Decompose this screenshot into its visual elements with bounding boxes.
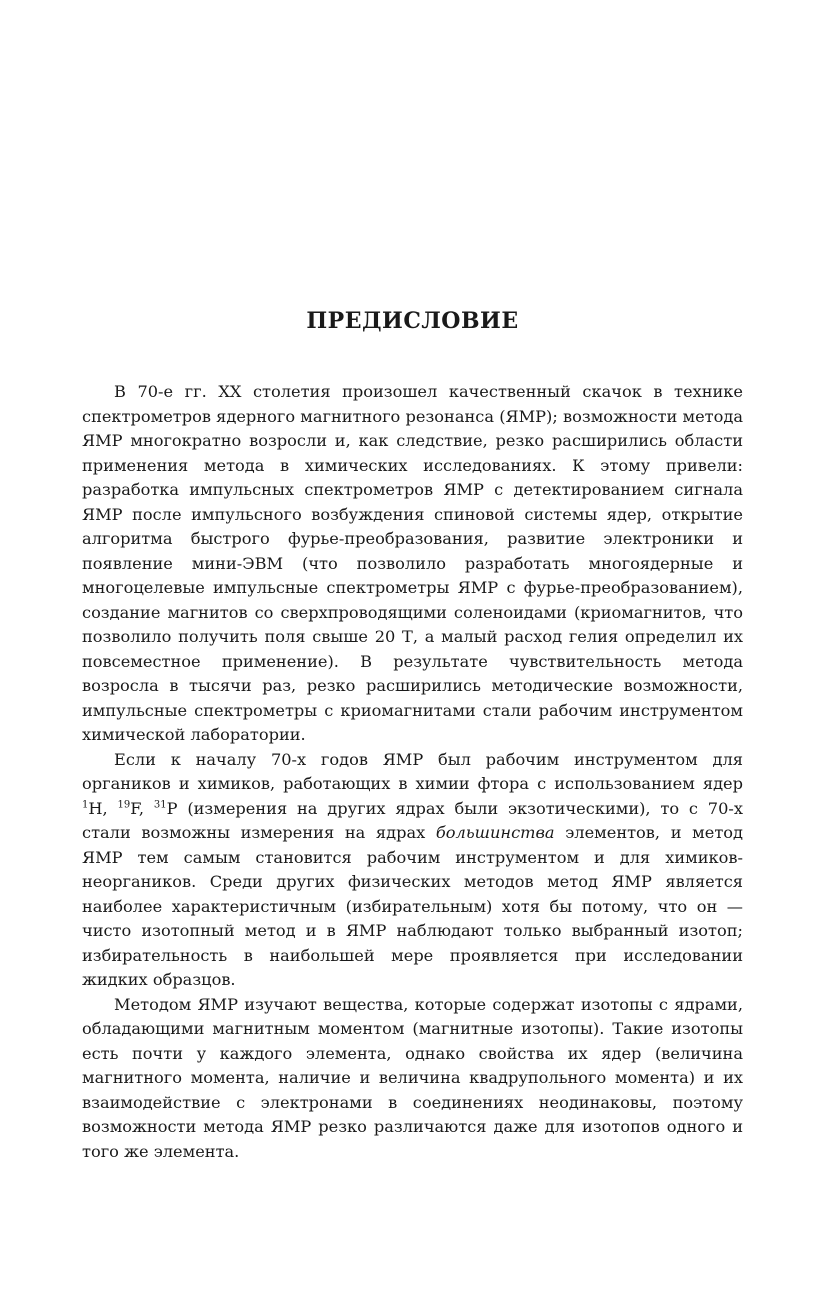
paragraph-2-part-2: (измерения на других ядрах были экзотическими), то с 70-х стали возможны измерения на ядрах — [82, 798, 743, 842]
isotope-1-element: H, — [88, 798, 118, 818]
isotope-2-mass: 19 — [117, 799, 131, 811]
paragraph-3: Методом ЯМР изучают вещества, которые содержат изотопы с ядрами, обладающими магнитным моментом (магнитные изотопы). Такие изотопы есть почти у каждого элемента, однако свойства их ядер (величина магнитного момента, наличие и величина квадрупольного момента) и их взаимодействие с электронами в соединениях неодинаковы, поэтому возможности метода ЯМР резко различаются даже для изотопов одного и того же элемента. — [82, 994, 743, 1161]
paragraph-2-part-1: Если к началу 70-х годов ЯМР был рабочим инструментом для органиков и химиков, работающих в химии фтора с использованием ядер — [82, 749, 743, 793]
isotope-3-element: P — [166, 798, 178, 818]
page-title: ПРЕДИСЛОВИЕ — [306, 308, 519, 334]
isotope-2-element: F, — [130, 798, 154, 818]
paragraph-1: В 70-е гг. XX столетия произошел качественный скачок в технике спектрометров ядерного магнитного резонанса (ЯМР); возможности метода ЯМР многократно возросли и, как следствие, резко расширились области применения метода в химических исследованиях. К этому привели: разработка импульсных спектрометров ЯМР с детектированием сигнала ЯМР после импульсного возбуждения спиновой системы ядер, открытие алгоритма быстрого фурье-преобразования, развитие электроники и появление мини-ЭВМ (что позволило разработать многоядерные и многоцелевые импульсные спектрометры ЯМР с фурье-преобразованием), создание магнитов со сверхпроводящими соленоидами (криомагнитов, что позволило получить поля свыше 20 Т, а малый расход гелия определил их повсеместное применение). В результате чувствительность метода возросла в тысячи раз, резко расширились методические возможности, импульсные спектрометры с криомагнитами стали рабочим инструментом химической лаборатории. — [82, 382, 743, 744]
document-page — [82, 0, 743, 1300]
isotope-1-mass: 1 — [82, 799, 89, 811]
emphasis-text: большинства — [435, 823, 555, 842]
preface-body — [82, 380, 743, 1164]
isotope-3-mass: 31 — [153, 799, 167, 811]
paragraph-2-part-3: элементов, и метод ЯМР тем самым становится рабочим инструментом и для химиков-неоргаников. Среди других физических методов метод ЯМР является наиболее характеристичным (избирательным) хотя бы потому, что он — чисто изотопный метод и в ЯМР наблюдают только выбранный изотоп; избирательность в наибольшей мере проявляется при исследовании жидких образцов. — [82, 823, 744, 989]
paragraph-2 — [82, 748, 743, 993]
